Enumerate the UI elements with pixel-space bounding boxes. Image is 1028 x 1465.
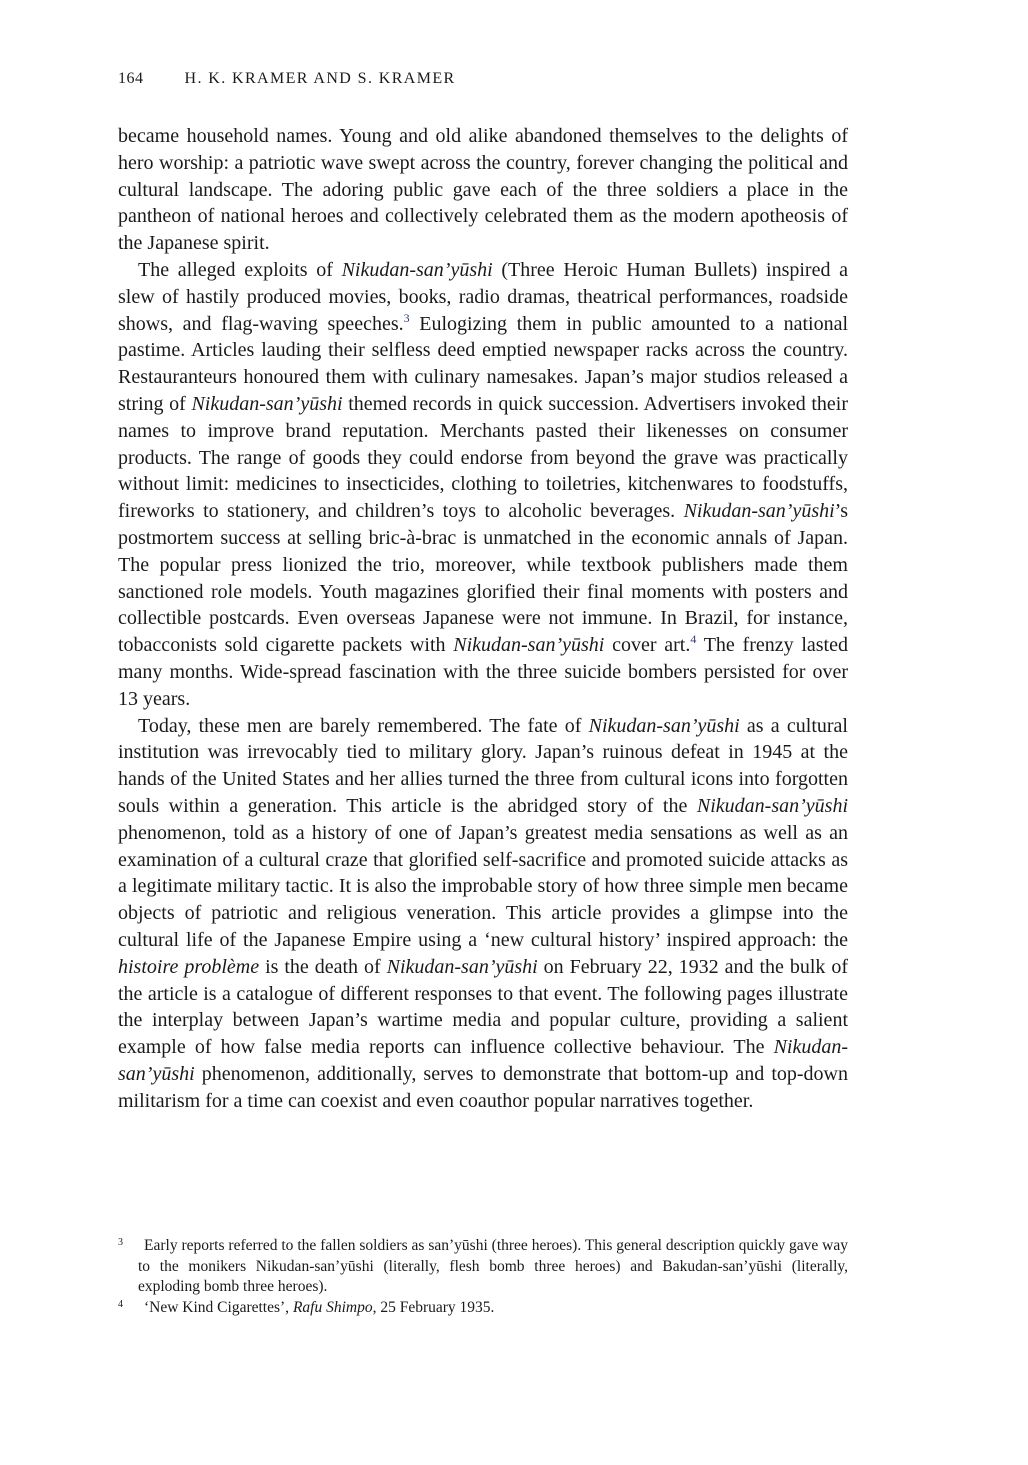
text-run: The frenzy lasted many months. Wide-spread fascination with the three suicide bombers persisted for over 13 years. xyxy=(118,634,848,710)
footnote-number: 3 xyxy=(118,1237,123,1248)
italic-text: Nikudan-san’yūshi xyxy=(386,955,538,978)
footnote-reference[interactable]: 4 xyxy=(690,632,697,647)
text-run: Early reports referred to the fallen soldiers as san’yūshi (three heroes). This general description quickly gave way to the monikers Nikudan-san’yūshi (literally, flesh bomb three heroes) and Bakudan-san’yūshi (literally, exploding bomb three heroes). xyxy=(138,1237,848,1296)
page-number: 164 xyxy=(118,70,144,87)
text-run: The alleged exploits of xyxy=(138,258,342,281)
footnote-reference[interactable]: 3 xyxy=(403,310,410,325)
italic-text: Nikudan-san’yūshi xyxy=(683,500,835,523)
running-head-authors: H. K. KRAMER AND S. KRAMER xyxy=(184,70,456,87)
text-run: became household names. Young and old alike abandoned themselves to the delights of hero worship: a patriotic wave swept across the country, forever changing the political and cultural landscape. The adoring public gave each of the three soldiers a place in the pantheon of national heroes and collectively celebrated them as the modern apotheosis of the Japanese spirit. xyxy=(118,125,848,255)
italic-text: Nikudan-san’yūshi xyxy=(118,1036,848,1085)
text-run: phenomenon, additionally, serves to demonstrate that bottom-up and top-down militarism for a time can coexist and even coauthor popular narratives together. xyxy=(118,1062,848,1112)
footnotes xyxy=(118,1236,848,1318)
text-run: Eulogizing them in public amounted to a national pastime. Articles lauding their selfless deed emptied newspaper racks across the country. Restauranteurs honoured them with culinary namesakes. Japan’s major studios released a string of xyxy=(118,312,848,415)
italic-text: Nikudan-san’yūshi xyxy=(191,392,343,415)
text-run: ‘New Kind Cigarettes’, xyxy=(144,1298,293,1316)
footnote-number: 4 xyxy=(118,1298,123,1310)
article-body xyxy=(118,123,848,1114)
footnote xyxy=(118,1236,848,1298)
running-head xyxy=(118,70,848,88)
body-paragraph xyxy=(118,713,848,1115)
text-run: as a cultural institution was irrevocably tied to military glory. Japan’s ruinous defeat in 1945 at the hands of the United States and her allies turned the three from cultural icons into forgotten souls within a generation. This article is the abridged story of the xyxy=(118,714,848,817)
footnote xyxy=(118,1298,848,1319)
italic-text: histoire problème xyxy=(118,955,260,978)
text-run: cover art. xyxy=(604,634,691,657)
italic-text: Nikudan-san’yūshi xyxy=(453,634,605,657)
italic-text: Rafu Shimpo xyxy=(292,1298,373,1316)
text-run: (Three Heroic Human Bullets) inspired a slew of hastily produced movies, books, radio dramas, theatrical performances, roadside shows, and flag-waving speeches. xyxy=(118,258,849,335)
italic-text: Nikudan-san’yūshi xyxy=(696,794,848,817)
italic-text: Nikudan-san’yūshi xyxy=(341,258,493,281)
body-paragraph xyxy=(118,123,848,257)
journal-page xyxy=(118,0,848,1465)
text-run: themed records in quick succession. Advertisers invoked their names to improve brand reputation. Merchants pasted their likenesses on consumer products. The range of goods they could endorse from beyond the grave was practically without limit: medicines to insecticides, clothing to toiletries, kitchenwares to foodstuffs, fireworks to stationery, and children’s toys to alcoholic beverages. xyxy=(118,392,848,523)
text-run: phenomenon, told as a history of one of Japan’s greatest media sensations as well as an examination of a cultural craze that glorified self-sacrifice and promoted suicide attacks as a legitimate military tactic. It is also the improbable story of how three simple men became objects of patriotic and religious veneration. This article provides a glimpse into the cultural life of the Japanese Empire using a ‘new cultural history’ inspired approach: the xyxy=(118,821,848,951)
text-run: is the death of xyxy=(259,955,387,978)
text-run: Today, these men are barely remembered. The fate of xyxy=(138,714,589,737)
footnote-text xyxy=(138,1298,848,1319)
text-run: ’s postmortem success at selling bric-à-brac is unmatched in the economic annals of Japan. The popular press lionized the trio, moreover, while textbook publishers made them sanctioned role models. Youth magazines glorified their final moments with posters and collectible postcards. Even overseas Japanese were not immune. In Brazil, for instance, tobacconists sold cigarette packets with xyxy=(118,500,848,657)
body-paragraph xyxy=(118,257,848,713)
footnote-text xyxy=(138,1236,848,1298)
text-run: , 25 February 1935. xyxy=(372,1298,495,1316)
italic-text: Nikudan-san’yūshi xyxy=(588,714,740,737)
text-run: on February 22, 1932 and the bulk of the article is a catalogue of different responses to that event. The following pages illustrate the interplay between Japan’s wartime media and popular culture, providing a salient example of how false media reports can influence collective behaviour. The xyxy=(118,955,848,1059)
